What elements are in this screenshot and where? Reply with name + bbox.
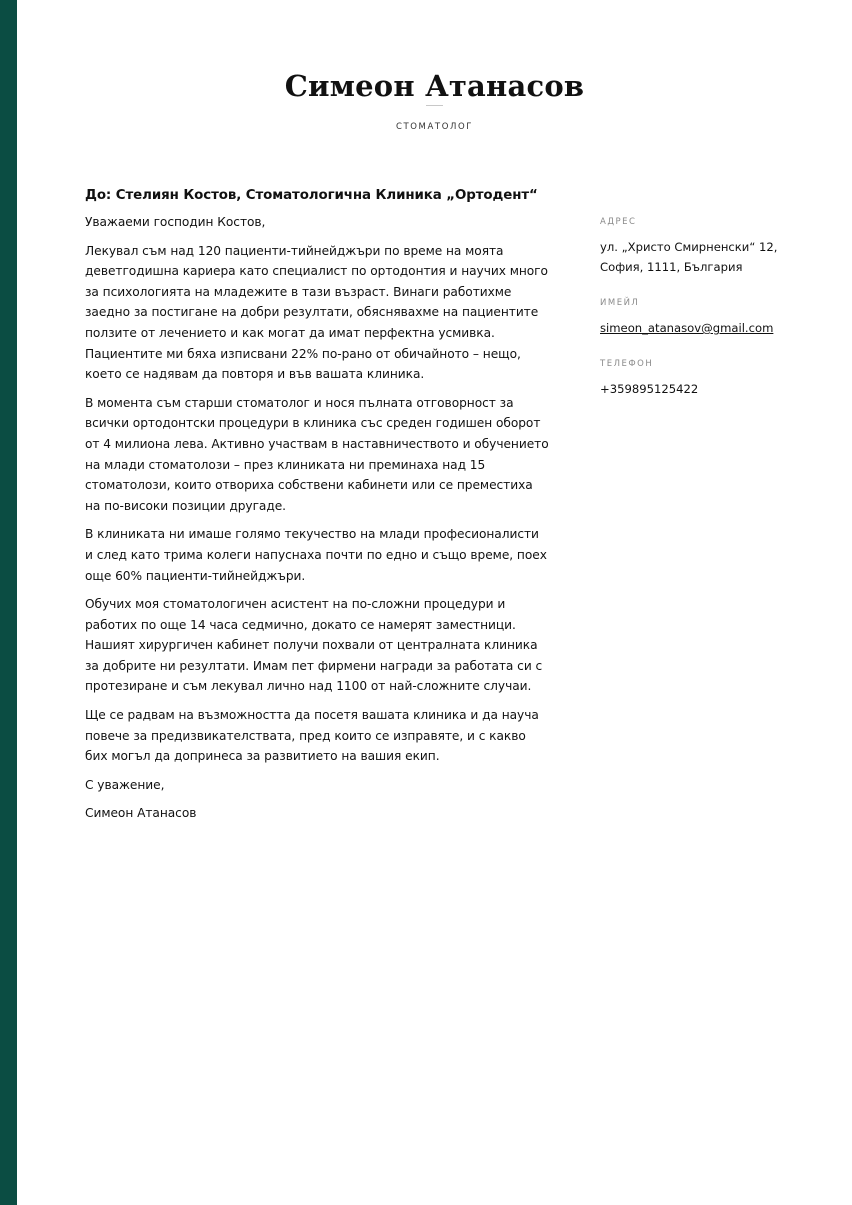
letter-paragraph: В момента съм старши стоматолог и нося пълната отговорност за всички ортодонтски процедури в клиника със среден годишен оборот от 4 милиона лева. Активно участвам в наставничеството и обучението на млади стоматолози – през клиниката ни преминаха над 15 стоматолози, които отвориха собствени кабинети или се преместиха на по-високи позиции другаде. (85, 395, 549, 513)
address-line-1: ул. „Христо Смирненски“ 12, (600, 240, 778, 254)
letter-paragraph: Обучих моя стоматологичен асистент на по-сложни процедури и работих по още 14 часа седмично, докато се намерят заместници. Нашият хирургичен кабинет получи похвали от централната клиника за добрите ни резултати. Имам пет фирмени награди за работата си с протезиране и съм лекувал лично над 1100 от най-сложните случаи. (85, 597, 543, 694)
page-header (17, 66, 852, 132)
applicant-name: Симеон Атанасов (284, 69, 585, 103)
phone-value: +359895125422 (600, 382, 699, 396)
phone-label: ТЕЛЕФОН (600, 359, 654, 369)
letter-paragraph: Лекувал съм над 120 пациенти-тийнейджъри по време на моята деветгодишна кариера като специалист по ортодонтия и научих много за психологията на младежите в тази възраст. Винаги работихме заедно за постигане на добри резултати, обяснявахме на пациентите ползите от лечението и как могат да имат перфектна усмивка. Пациентите ми бяха изписвани 22% по-рано от обичайното – нещо, което се надявам да повторя и във вашата клиника. (85, 243, 548, 382)
side-accent-bar (0, 0, 17, 1205)
letter-paragraph: В клиниката ни имаше голямо текучество на млади професионалисти и след като трима колеги напуснаха почти по едно и също време, поех още 60% пациенти-тийнейджъри. (85, 527, 547, 583)
address-line-2: София, 1111, България (600, 260, 743, 274)
email-link[interactable]: simeon_atanasov@gmail.com (600, 321, 774, 335)
address-value (600, 237, 830, 277)
email-label: ИМЕЙЛ (600, 298, 640, 308)
letter-paragraph: Ще се радвам на възможността да посетя вашата клиника и да науча повече за предизвикателствата, пред които се изправяте, и с какво бих могъл да допринеса за развитието на вашия екип. (85, 708, 539, 764)
address-label: АДРЕС (600, 217, 637, 227)
letter-closing: С уважение, (85, 777, 165, 792)
email-value (600, 318, 830, 338)
letter-body (85, 186, 550, 832)
letter-greeting: Уважаеми господин Костов, (85, 215, 266, 229)
job-title: СТОМАТОЛОГ (395, 122, 474, 132)
letter-recipient: До: Стелиян Костов, Стоматологична Клиника „Ортодент“ (85, 188, 538, 203)
contact-sidebar (600, 216, 830, 419)
letter-signature: Симеон Атанасов (85, 806, 197, 821)
